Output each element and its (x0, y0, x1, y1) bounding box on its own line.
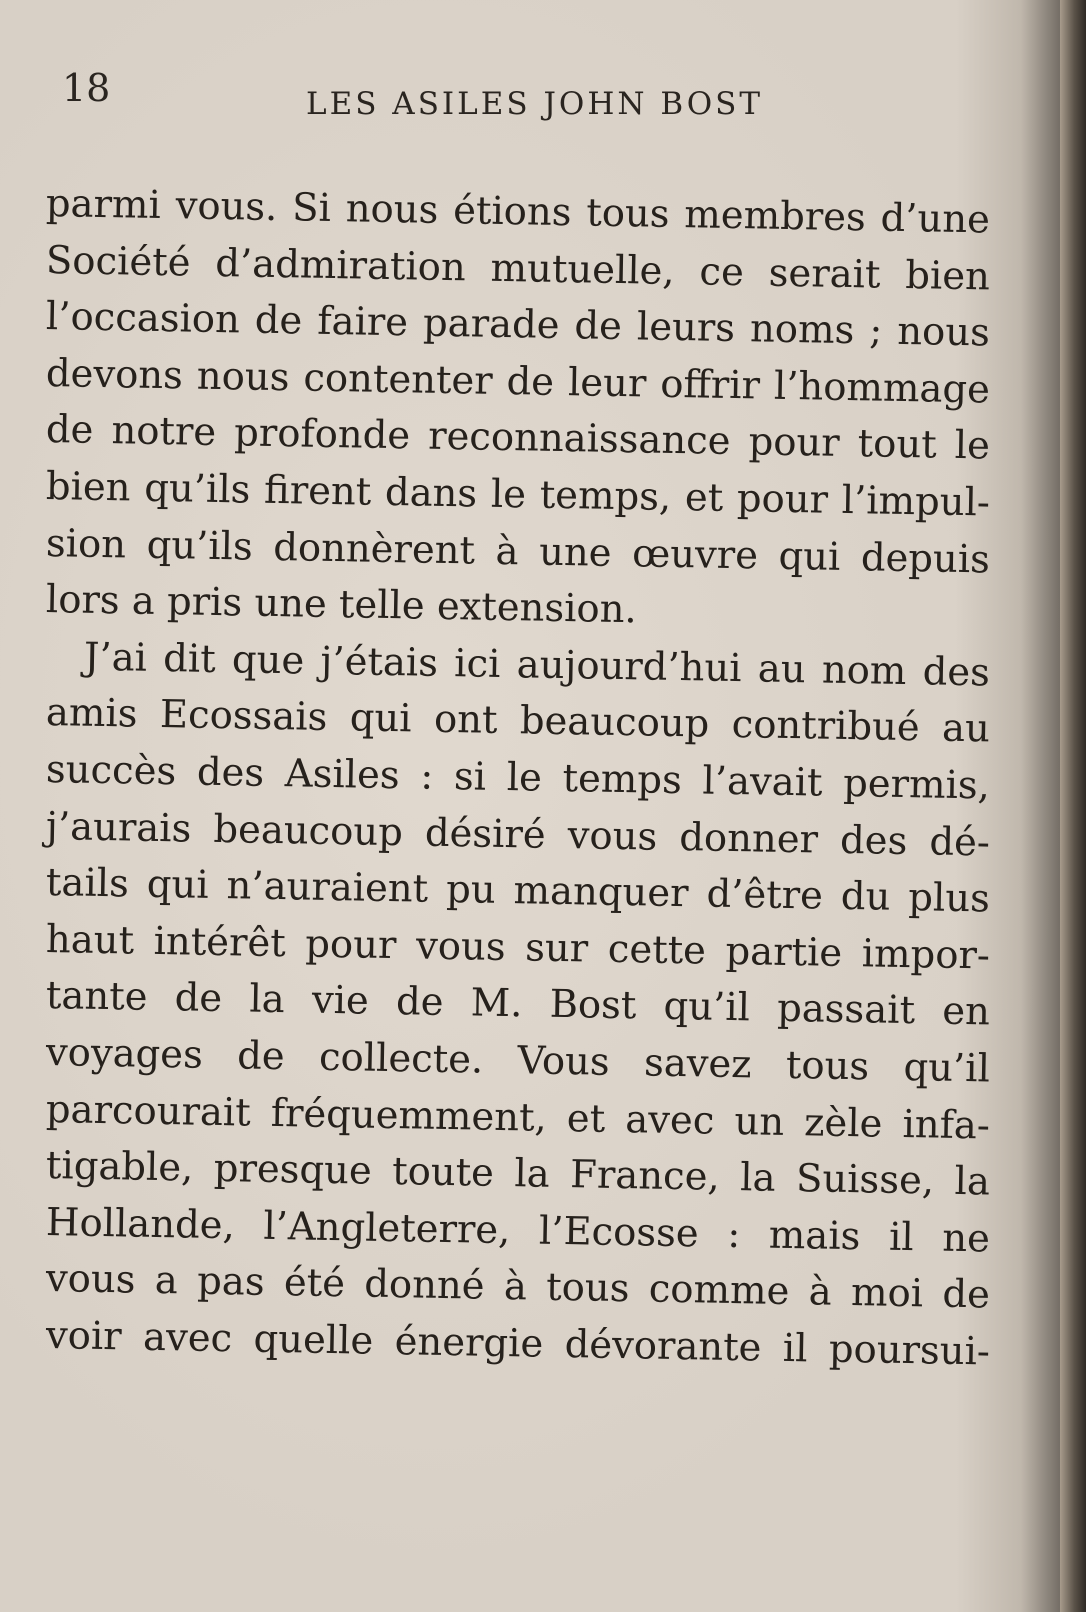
text-line: J’ai dit que j’étais ici aujourd’hui au nom des (83, 634, 991, 696)
text-line: amis Ecossais qui ont beaucoup contribué au (45, 690, 991, 752)
text-line: voyages de collecte. Vous savez tous qu’il (45, 1029, 991, 1092)
text-line: vous a pas été donné à tous comme à moi de (45, 1256, 991, 1318)
text-line: lors a pris une telle extension. (45, 577, 638, 633)
body-text (45, 176, 991, 1375)
text-line: bien qu’ils firent dans le temps, et pour l’impul- (45, 463, 991, 526)
running-title: LES ASILES JOHN BOST (306, 86, 764, 122)
text-line: parcourait fréquemment, et avec un zèle infa- (45, 1086, 991, 1148)
text-line: Hollande, l’Angleterre, l’Ecosse : mais il ne (45, 1199, 991, 1262)
text-line: succès des Asiles : si le temps l’avait permis, (45, 746, 991, 809)
text-line: parmi vous. Si nous étions tous membres d’une (45, 181, 991, 243)
text-line: tante de la vie de M. Bost qu’il passait en (45, 973, 991, 1035)
text-line: devons nous contenter de leur offrir l’hommage (45, 350, 991, 413)
page-number: 18 (62, 66, 111, 110)
text-line: Société d’admiration mutuelle, ce serait bien (45, 237, 991, 300)
text-line: haut intérêt pour vous sur cette partie impor- (45, 916, 991, 979)
text-line: j’aurais beaucoup désiré vous donner des dé- (45, 803, 991, 866)
text-line: l’occasion de faire parade de leurs noms ; nous (45, 294, 991, 356)
text-line: tails qui n’auraient pu manquer d’être du plus (45, 860, 991, 922)
text-line: sion qu’ils donnèrent à une œuvre qui depuis (45, 520, 991, 583)
text-line: tigable, presque toute la France, la Suisse, la (45, 1143, 991, 1205)
text-line: de notre profonde reconnaissance pour tout le (45, 407, 991, 469)
page-edge-shadow (1060, 0, 1086, 1612)
text-line: voir avec quelle énergie dévorante il poursui- (45, 1312, 991, 1375)
